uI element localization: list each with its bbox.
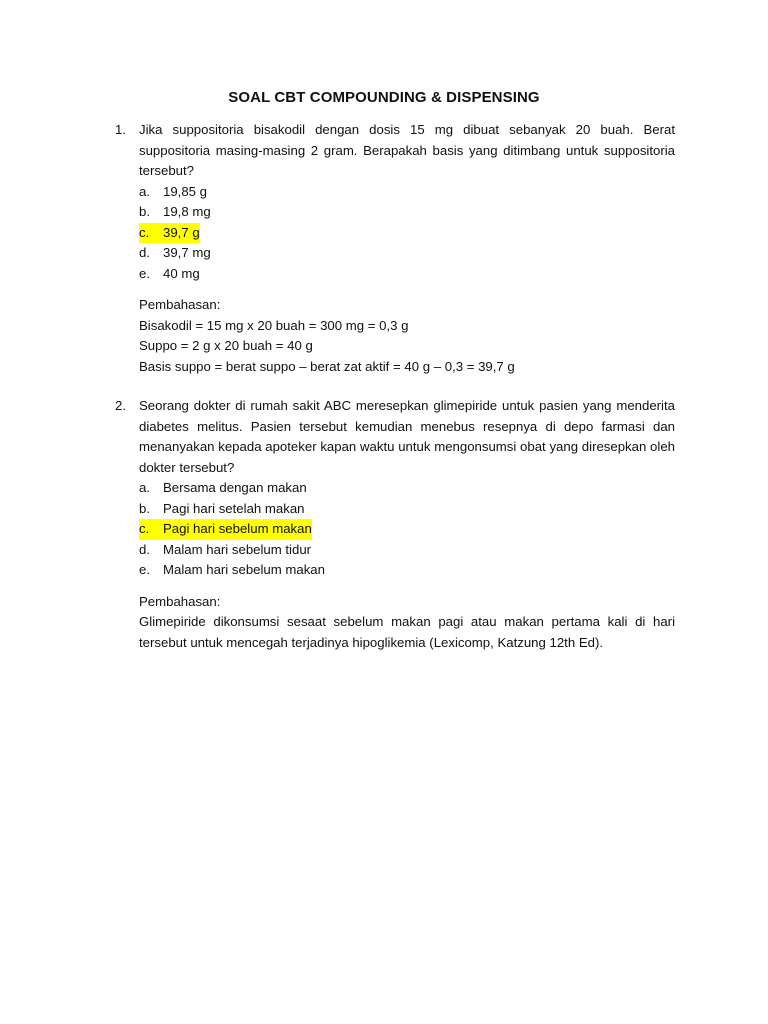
explanation-label: Pembahasan: [139,593,221,609]
option-a [139,478,675,499]
option-text: Pagi hari setelah makan [163,500,305,516]
option-content [139,243,211,264]
option-text: 19,8 mg [163,204,211,219]
question-text: Jika suppositoria bisakodil dengan dosis 15 mg dibuat sebanyak 20 buah. Berat suppositoria masing-masing 2 gram. Berapakah basis yang ditimbang untuk suppositoria tersebut? [139,122,675,178]
question-text: Seorang dokter di rumah sakit ABC meresepkan glimepiride untuk pasien yang menderita diabetes melitus. Pasien tersebut kemudian menebus resepnya di depo farmasi dan menanyakan kepada apoteker kapan waktu untuk mengonsumsi obat yang diresepkan oleh dokter tersebut? [139,398,675,475]
option-c-correct [139,223,675,244]
option-text: 19,85 g [163,183,207,199]
option-letter: c. [139,521,150,536]
option-list [139,478,675,581]
option-letter: d. [139,541,150,557]
highlighted-answer [139,519,312,540]
option-letter: e. [139,562,150,577]
explanation-label: Pembahasan: [139,297,221,312]
question-number: 2. [115,398,126,413]
option-content [139,499,304,520]
option-letter: e. [139,265,150,281]
option-text: 39,7 g [163,224,200,240]
option-content [139,202,211,223]
option-content [139,478,307,499]
option-d [139,243,675,264]
highlighted-answer [139,223,200,244]
explanation [139,295,675,377]
option-letter: a. [139,183,150,199]
option-letter: b. [139,500,150,516]
option-d [139,540,675,561]
option-text: 39,7 mg [163,245,211,260]
question-1 [115,120,675,377]
option-letter: d. [139,245,150,260]
explanation-text: Glimepiride dikonsumsi sesaat sebelum makan pagi atau makan pertama kali di hari tersebut untuk mencegah terjadinya hipoglikemia (Lexicomp, Katzung 12th Ed). [139,614,675,650]
option-list [139,182,675,285]
question-number: 1. [115,122,126,137]
option-letter: a. [139,480,150,495]
option-text: Malam hari sebelum makan [163,562,325,577]
option-content [139,264,200,285]
document-title: SOAL CBT COMPOUNDING & DISPENSING [228,89,540,106]
option-e [139,264,675,285]
option-b [139,499,675,520]
option-content [139,560,325,581]
option-letter: c. [139,224,150,240]
option-letter: b. [139,204,150,219]
option-c-correct [139,519,675,540]
option-text: Bersama dengan makan [163,480,307,495]
explanation-line: Bisakodil = 15 mg x 20 buah = 300 mg = 0,3 g [139,317,409,333]
option-content [139,540,311,561]
explanation [139,592,675,654]
option-e [139,560,675,581]
question-2 [115,396,675,653]
explanation-line: Suppo = 2 g x 20 buah = 40 g [139,338,313,353]
option-content [139,182,207,203]
option-a [139,182,675,203]
option-text: Malam hari sebelum tidur [163,541,312,557]
option-text: Pagi hari sebelum makan [163,521,312,536]
option-b [139,202,675,223]
explanation-line: Basis suppo = berat suppo – berat zat aktif = 40 g – 0,3 = 39,7 g [139,358,515,374]
option-text: 40 mg [163,265,200,281]
